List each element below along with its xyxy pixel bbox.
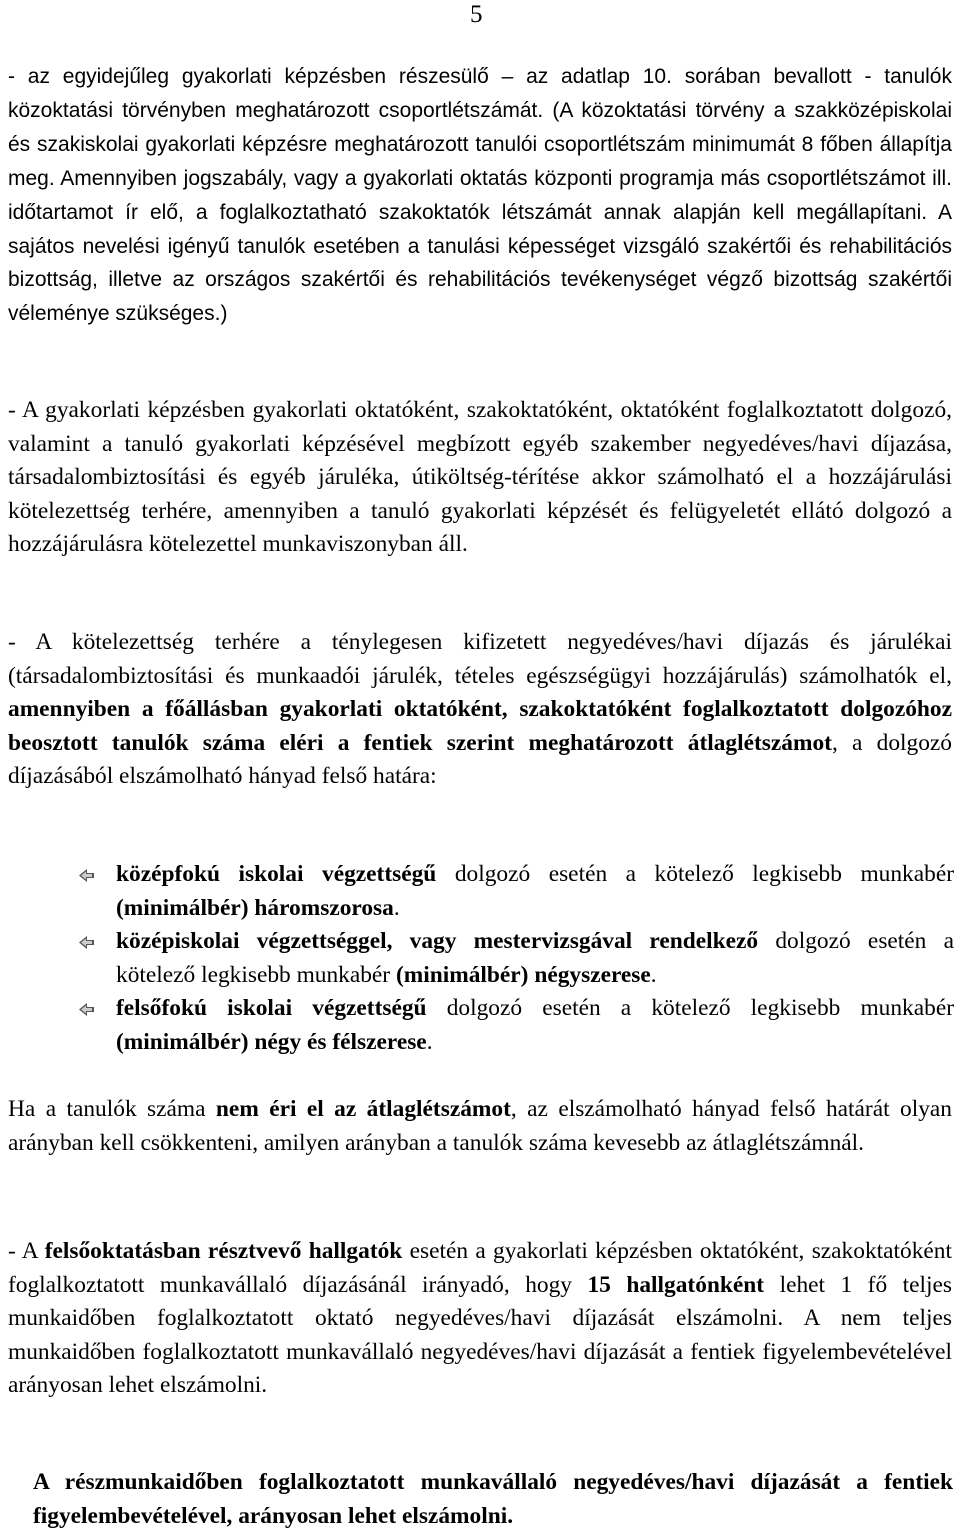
- list-item: [78, 858, 954, 925]
- paragraph-group-size-text: - az egyidejűleg gyakorlati képzésben részesülő – az adatlap 10. sorában bevallott - tanulók közoktatási törvényben meghatározott csoportlétszámát. (A közoktatási törvény a szakközépiskolai és szakiskolai gyakorlati képzésre meghatározott tanulói csoportlétszám minimumát 8 főben állapítja meg. Amennyiben jogszabály, vagy a gyakorlati oktatás központi programja más csoportlétszámot ill. időtartamot ír elő, a foglalkoztatható szakoktatók létszámát annak alapján kell megállapítani. A sajátos nevelési igényű tanulók esetében a tanulási képességet vizsgáló szakértői és rehabilitációs bizottság, illetve az országos szakértői és rehabilitációs tevékenységet végző bizottság szakértői véleménye szükséges.): [8, 65, 952, 326]
- paragraph-higher-education-text-2: esetén a gyakorlati képzésben oktatóként, szakoktatóként foglalkoztatott munkavállaló díjazásánál irányadó, hogy: [8, 1238, 952, 1298]
- bullet-text-2: .: [393, 894, 400, 921]
- bullet-bold-2: (minimálbér) négyszerese: [395, 961, 651, 988]
- paragraph-below-average-text-1: Ha a tanulók száma: [8, 1096, 216, 1122]
- paragraph-below-average: [8, 1093, 952, 1160]
- paragraph-group-size: [8, 60, 952, 331]
- paragraph-below-average-bold: nem éri el az átlaglétszámot: [215, 1096, 511, 1122]
- bullet-bold-1: középfokú iskolai végzettségű: [116, 861, 437, 887]
- paragraph-higher-education-bold-2: 15 hallgatónként: [587, 1271, 765, 1298]
- paragraph-instructor-pay-text: - A gyakorlati képzésben gyakorlati oktatóként, szakoktatóként, oktatóként foglalkoztatott dolgozó, valamint a tanuló gyakorlati képzésével megbízott egyéb szakember negyedéves/havi díjazása, társadalombiztosítási és egyéb járuléka, útiköltség-térítése akkor számolható el a hozzájárulási kötelezettség terhére, amennyiben a tanuló gyakorlati képzését és felügyeletét ellátó dolgozó a hozzájárulásra kötelezettel munkaviszonyban áll.: [8, 397, 952, 558]
- arrow-bullet-icon: [78, 1002, 95, 1017]
- bullet-list: [78, 858, 954, 1060]
- bullet-bold-1: felsőfokú iskolai végzettségű: [116, 995, 427, 1022]
- paragraph-obligation-text-1: - A kötelezettség terhére a ténylegesen kifizetett negyedéves/havi díjazás és járulékai (társadalombiztosítási és munkaadói járulék, tételes egészségügyi hozzájárulás) számolhatók el,: [8, 629, 952, 689]
- paragraph-below-average-text-2: , az elszámolható hányad felső határát olyan arányban kell csökkenteni, amilyen arányban a tanulók száma kevesebb az átlaglétszámnál.: [8, 1096, 952, 1156]
- arrow-bullet-icon: [78, 935, 95, 950]
- page-number: 5: [470, 1, 483, 28]
- bullet-text-2: .: [426, 1028, 433, 1055]
- bullet-bold-2: (minimálbér) háromszorosa: [116, 894, 394, 921]
- list-item: [78, 992, 954, 1059]
- bullet-text-2: .: [650, 961, 657, 988]
- bullet-bold-2: (minimálbér) négy és félszerese: [116, 1028, 427, 1055]
- paragraph-instructor-pay: [8, 394, 952, 562]
- bullet-text-1: dolgozó esetén a kötelező legkisebb munkabér: [116, 928, 954, 988]
- paragraph-part-time: [33, 1466, 953, 1533]
- paragraph-obligation-bold: amennyiben a főállásban gyakorlati oktatóként, szakoktatóként foglalkoztatott dolgozóhoz beosztott tanulók száma eléri a fentiek szerint meghatározott átlaglétszámot: [8, 696, 952, 756]
- arrow-bullet-icon: [78, 868, 95, 883]
- paragraph-higher-education-bold-1: felsőoktatásban résztvevő hallgatók: [44, 1238, 403, 1264]
- paragraph-obligation: [8, 626, 952, 794]
- paragraph-higher-education-text-3: lehet 1 fő teljes munkaidőben foglalkoztatott oktató negyedéves/havi díjazását elszámolni. A nem teljes munkaidőben foglalkoztatott munkavállaló negyedéves/havi díjazását a fentiek figyelembevételével arányosan lehet elszámolni.: [8, 1271, 952, 1399]
- bullet-bold-1: középiskolai végzettséggel, vagy mestervizsgával rendelkező: [116, 928, 759, 955]
- bullet-text-1: dolgozó esetén a kötelező legkisebb munkabér: [426, 995, 955, 1022]
- paragraph-higher-education-text-1: - A: [8, 1238, 45, 1264]
- paragraph-higher-education: [8, 1235, 952, 1403]
- bullet-text-1: dolgozó esetén a kötelező legkisebb munkabér: [436, 861, 954, 887]
- paragraph-obligation-text-2: , a dolgozó díjazásából elszámolható hányad felső határa:: [8, 729, 952, 790]
- list-item: [78, 925, 954, 992]
- paragraph-part-time-bold: A részmunkaidőben foglalkoztatott munkavállaló negyedéves/havi díjazását a fentiek figyelembevételével, arányosan lehet elszámolni.: [33, 1469, 953, 1529]
